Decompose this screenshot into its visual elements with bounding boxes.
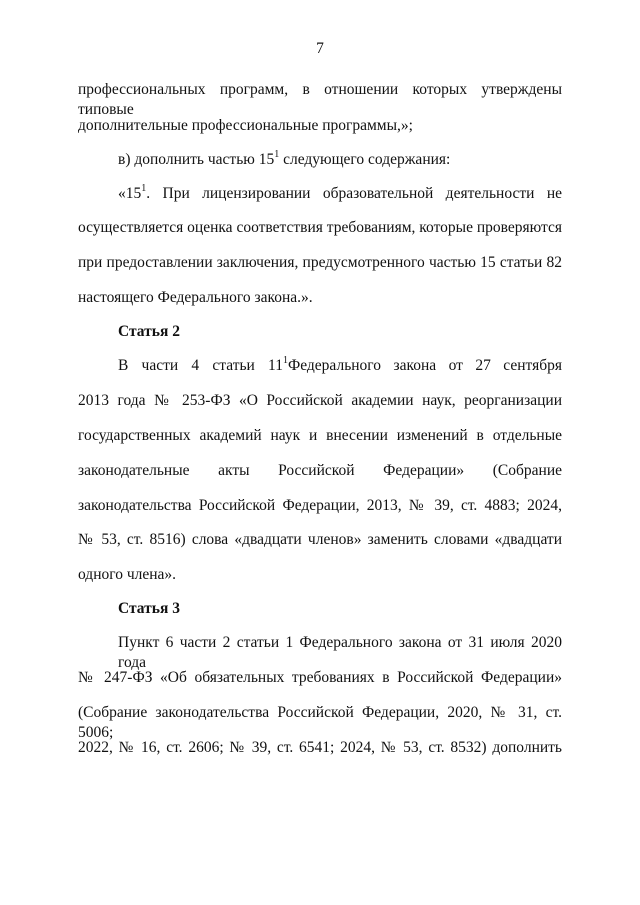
section-heading: Статья 3 xyxy=(118,600,180,617)
text-line: (Собрание законодательства Российской Федерации, 2020, № 31, ст. 5006; xyxy=(78,704,562,741)
text-line xyxy=(118,184,562,204)
text-line: Пункт 6 части 2 статьи 1 Федерального закона от 31 июля 2020 года xyxy=(118,634,562,671)
text-line: 2013 года № 253-ФЗ «О Российской академии наук, реорганизации xyxy=(78,392,562,409)
text-line: законодательства Российской Федерации, 2013, № 39, ст. 4883; 2024, xyxy=(78,497,562,514)
text-line: № 53, ст. 8516) слова «двадцати членов» заменить словами «двадцати xyxy=(78,531,562,548)
text-line xyxy=(118,356,562,376)
superscript: 1 xyxy=(274,148,280,160)
text-line: законодательные акты Российской Федерации» (Собрание xyxy=(78,462,562,479)
text-line xyxy=(118,150,562,170)
text-line: настоящего Федерального закона.». xyxy=(78,289,313,306)
text-fragment: в) дополнить частью 15 xyxy=(118,151,275,168)
text-line: государственных академий наук и внесении изменений в отдельные xyxy=(78,427,562,444)
text-fragment: следующего содержания: xyxy=(283,151,451,168)
text-line: одного члена». xyxy=(78,566,177,583)
text-line: осуществляется оценка соответствия требованиям, которые проверяются xyxy=(78,219,562,236)
text-fragment: Федерального закона от 27 сентября xyxy=(288,357,562,374)
superscript: 1 xyxy=(141,182,147,194)
section-heading: Статья 2 xyxy=(118,323,180,340)
text-line: профессиональных программ, в отношении которых утверждены типовые xyxy=(78,81,562,118)
text-fragment: В части 4 статьи $11^1$ xyxy=(118,354,288,374)
text-line: при предоставлении заключения, предусмотренного частью 15 статьи 82 xyxy=(78,254,562,271)
text-fragment: . При лицензировании образовательной деятельности не xyxy=(146,185,562,202)
page-number: 7 xyxy=(316,40,324,57)
text-fragment: «$15^1$ xyxy=(118,182,147,202)
text-line: № 247-ФЗ «Об обязательных требованиях в Российской Федерации» xyxy=(78,669,562,686)
text-line: 2022, № 16, ст. 2606; № 39, ст. 6541; 2024, № 53, ст. 8532) дополнить xyxy=(78,739,562,756)
text-line: дополнительные профессиональные программы,»; xyxy=(78,117,413,134)
superscript: 1 xyxy=(283,354,288,366)
